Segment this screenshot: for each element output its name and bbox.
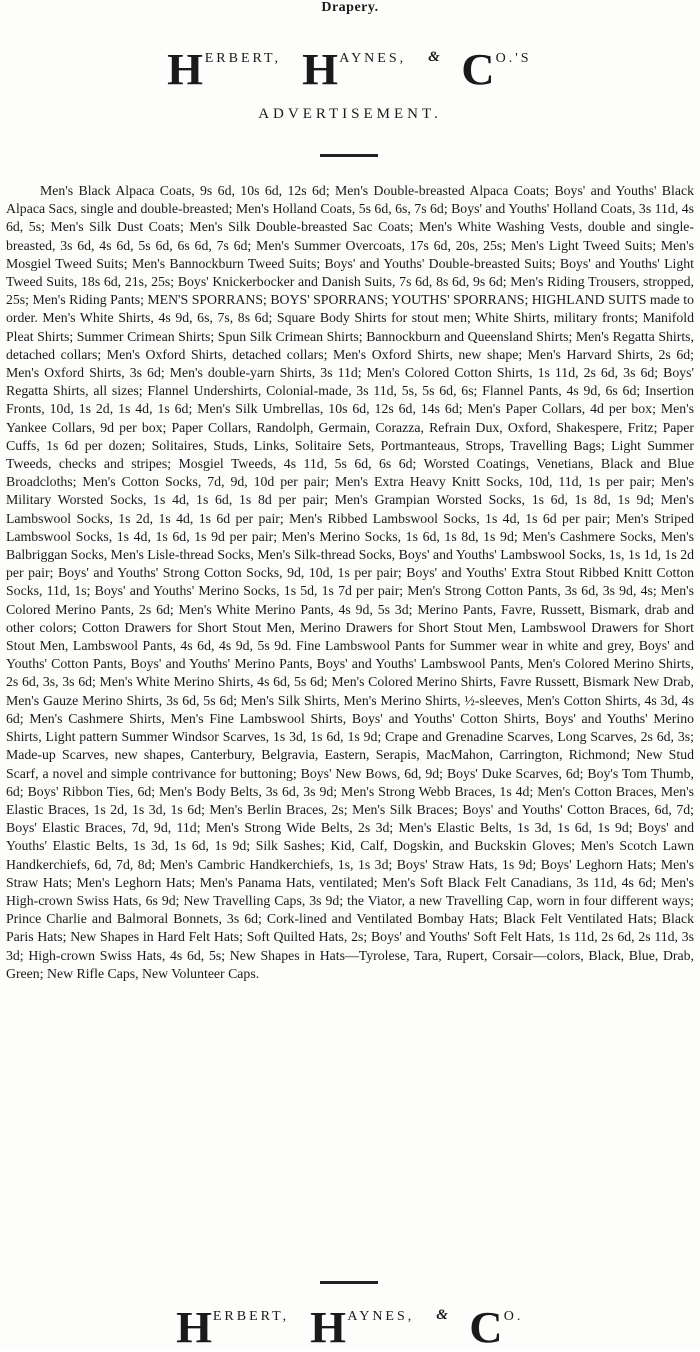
word-remainder: AYNES,	[339, 51, 407, 66]
initial-letter: H	[175, 1303, 212, 1352]
firm-word-co	[469, 1303, 524, 1352]
word-remainder: ERBERT,	[212, 1309, 290, 1324]
initial-letter: C	[461, 45, 495, 94]
initial-letter: H	[167, 45, 204, 94]
initial-letter: C	[469, 1303, 503, 1352]
word-remainder: O.'S	[495, 51, 532, 66]
firm-word-herbert	[167, 45, 282, 94]
divider-rule	[320, 154, 378, 157]
advertisement-body: Men's Black Alpaca Coats, 9s 6d, 10s 6d, 12s 6d; Men's Double-breasted Alpaca Coats; Boys' and Youths' Black Alpaca Sacs, single and double-breasted; Men's Holland Coats, 5s 6d, 6s, 7s 6d; Boys' and Youths' Holland Coats, 3s 11d, 4s 6d, 5s; Men's Silk Dust Coats; Men's Silk Double-breasted Sac Coats; Men's White Washing Vests, double and single-breasted, 3s 6d, 4s 6d, 5s 6d, 6s 6d, 7s 6d; Men's Summer Overcoats, 17s 6d, 20s, 25s; Men's Light Tweed Suits; Men's Mosgiel Tweed Suits; Men's Bannockburn Tweed Suits; Boys' and Youths' Double-breasted Suits; Boys' and Youths' Light Tweed Suits, 18s 6d, 21s, 25s; Boys' Knickerbocker and Danish Suits, 7s 6d, 8s 6d, 9s 6d; Men's Riding Trousers, stropped, 25s; Men's Riding Pants; MEN'S SPORRANS; BOYS' SPORRANS; YOUTHS' SPORRANS; HIGHLAND SUITS made to order. Men's White Shirts, 4s 9d, 6s, 7s, 8s 6d; Square Body Shirts for stout men; White Shirts, military fronts; Manifold Pleat Shirts; Summer Crimean Shirts; Spun Silk Crimean Shirts; Bannockburn and Queensland Shirts; Men's Regatta Shirts, detached collars; Men's Oxford Shirts, detached collars; Men's Oxford Shirts, new shape; Men's Harvard Shirts, 2s 6d; Men's Oxford Shirts, 3s 6d; Men's double-yarn Shirts, 3s 11d; Men's Colored Cotton Shirts, 1s 11d, 2s 6d, 3s 6d; Boys' Regatta Shirts, all sizes; Flannel Undershirts, Colonial-made, 3s 11d, 5s, 5s 6d, 6s; Flannel Pants, 4s 9d, 6s 6d; Insertion Fronts, 10d, 1s 2d, 1s 4d, 1s 6d; Men's Silk Umbrellas, 10s 6d, 12s 6d, 14s 6d; Men's Paper Collars, 4d per box; Men's Yankee Collars, 9d per box; Paper Collars, Randolph, Germain, Corazza, Refrain Dux, Oxford, Shakespere, Fritz; Paper Cuffs, 1s 6d per dozen; Solitaires, Studs, Links, Solitaire Sets, Portmanteaus, Strops, Travelling Bags; Light Summer Tweeds, checks and stripes; Mosgiel Tweeds, 4s 11d, 5s 6d, 6s 6d; Worsted Coatings, Venetians, Black and Blue Broadcloths; Men's Cotton Socks, 7d, 9d, 10d per pair; Men's Extra Heavy Knitt Socks, 10d, 11d, 1s per pair; Men's Military Worsted Socks, 1s 4d, 1s 6d, 1s 8d per pair; Men's Grampian Worsted Socks, 1s 6d, 1s 8d, 1s 9d; Men's Lambswool Socks, 1s 2d, 1s 4d, 1s 6d per pair; Men's Ribbed Lambswool Socks, 1s 4d, 1s 6d per pair; Men's Striped Lambswool Socks, 1s 4d, 1s 6d, 1s 9d per pair; Men's Merino Socks, 1s 6d, 1s 8d, 1s 9d; Men's Cashmere Socks, Men's Balbriggan Socks, Men's Lisle-thread Socks, Men's Silk-thread Socks, Boys' and Youths' Lambswool Socks, 1s, 1s 1d, 1s 2d per pair; Boys' and Youths' Strong Cotton Socks, 9d, 10d, 1s per pair; Boys' and Youths' Extra Stout Ribbed Knitt Cotton Socks, 11d, 1s; Boys' and Youths' Merino Socks, 1s 5d, 1s 7d per pair; Men's Strong Cotton Pants, 3s 6d, 3s 9d, 4s; Men's Colored Merino Pants, 2s 6d; Men's White Merino Pants, 4s 9d, 5s 3d; Merino Pants, Favre, Russett, Bismark, drab and other colors; Cotton Drawers for Short Stout Men, Merino Drawers for Short Stout Men, Lambswool Drawers for Short Stout Men, Lambswool Pants, 4s 6d, 4s 9d, 5s 9d. Fine Lambswool Pants for Summer wear in white and grey, Boys' and Youths' Cotton Pants, Boys' and Youths' Merino Pants, Boys' and Youths' Lambswool Pants, Men's Colored Merino Shirts, 2s 6d, 3s, 3s 6d; Men's White Merino Shirts, 4s 6d, 5s 6d; Men's Colored Merino Shirts, Favre Russett, Bismark New Drab, Men's Gauze Merino Shirts, 3s 6d, 5s 6d; Men's Silk Shirts, Men's Merino Shirts, ½-sleeves, Men's Cotton Shirts, 4s 3d, 4s 6d; Men's Cashmere Shirts, Men's Fine Lambswool Shirts, Boys' and Youths' Cotton Shirts, Boys' and Youths' Merino Shirts, Light pattern Summer Windsor Scarves, 1s 3d, 1s 6d, 1s 9d; Crape and Grenadine Scarves, Long Scarves, 2s 6d, 3s; Made-up Scarves, new shapes, Canterbury, Belgravia, Eastern, Serapis, MacMahon, Carrington, Richmond; New Stud Scarf, a novel and simple contrivance for buttoning; Boys' New Bows, 6d, 9d; Boys' Duke Scarves, 6d; Boy's Tom Thumb, 6d; Boys' Ribbon Ties, 6d; Men's Body Belts, 3s 6d, 3s 9d; Men's Strong Webb Braces, 1s 4d; Men's Cotton Braces, Men's Elastic Braces, 1s 2d, 1s 3d, 1s 6d; Men's Berlin Braces, 2s; Men's Silk Braces; Boys' and Youths' Cotton Braces, 6d, 7d; Boys' Elastic Braces, 7d, 9d, 11d; Men's Strong Wide Belts, 2s 3d; Men's Elastic Belts, 1s 3d, 1s 6d, 1s 9d; Boys' and Youths' Elastic Belts, 1s 3d, 1s 6d, 1s 9d; Silk Sashes; Kid, Calf, Dogskin, and Buckskin Gloves; Men's Scotch Lawn Handkerchiefs, 6d, 7d, 8d; Men's Cambric Handkerchiefs, 1s, 1s 3d; Boys' Straw Hats, 1s 9d; Boys' Leghorn Hats; Men's Straw Hats; Men's Leghorn Hats; Men's Panama Hats, ventilated; Men's Soft Black Felt Canadians, 3s 11d, 4s 6d; Men's High-crown Swiss Hats, 6s 9d; New Travelling Caps, 3s 9d; the Viator, a new Travelling Cap, worn in four different ways; Prince Charlie and Balmoral Bonnets, 3s 6d; Cork-lined and Ventilated Bombay Hats; Black Felt Ventilated Hats; Black Paris Hats; New Shapes in Hard Felt Hats; Soft Quilted Hats, 2s; Boys' and Youths' Soft Felt Hats, 1s 11d, 2s 6d, 2s 11d, 3s 3d; High-crown Swiss Hats, 4s 6d, 5s; New Shapes in Hats—Tyrolese, Tara, Rupert, Corsair—colors, Black, Blue, Drab, Green; New Rifle Caps, New Volunteer Caps.	[6, 183, 694, 981]
word-remainder: O.	[503, 1309, 524, 1324]
initial-letter: H	[302, 45, 339, 94]
initial-letter: H	[310, 1303, 347, 1352]
firm-word-haynes	[310, 1303, 415, 1352]
ampersand: &	[428, 49, 440, 65]
section-heading: Drapery.	[321, 0, 379, 15]
firm-word-herbert	[175, 1303, 290, 1352]
advertisement-subtitle: ADVERTISEMENT.	[258, 106, 442, 122]
firm-word-co	[461, 45, 532, 94]
ampersand: &	[436, 1307, 448, 1323]
divider-rule	[320, 1281, 378, 1284]
firm-name-footer	[0, 1302, 700, 1352]
firm-name-header	[0, 44, 700, 94]
firm-word-haynes	[302, 45, 407, 94]
word-remainder: ERBERT,	[204, 51, 282, 66]
word-remainder: AYNES,	[347, 1309, 415, 1324]
